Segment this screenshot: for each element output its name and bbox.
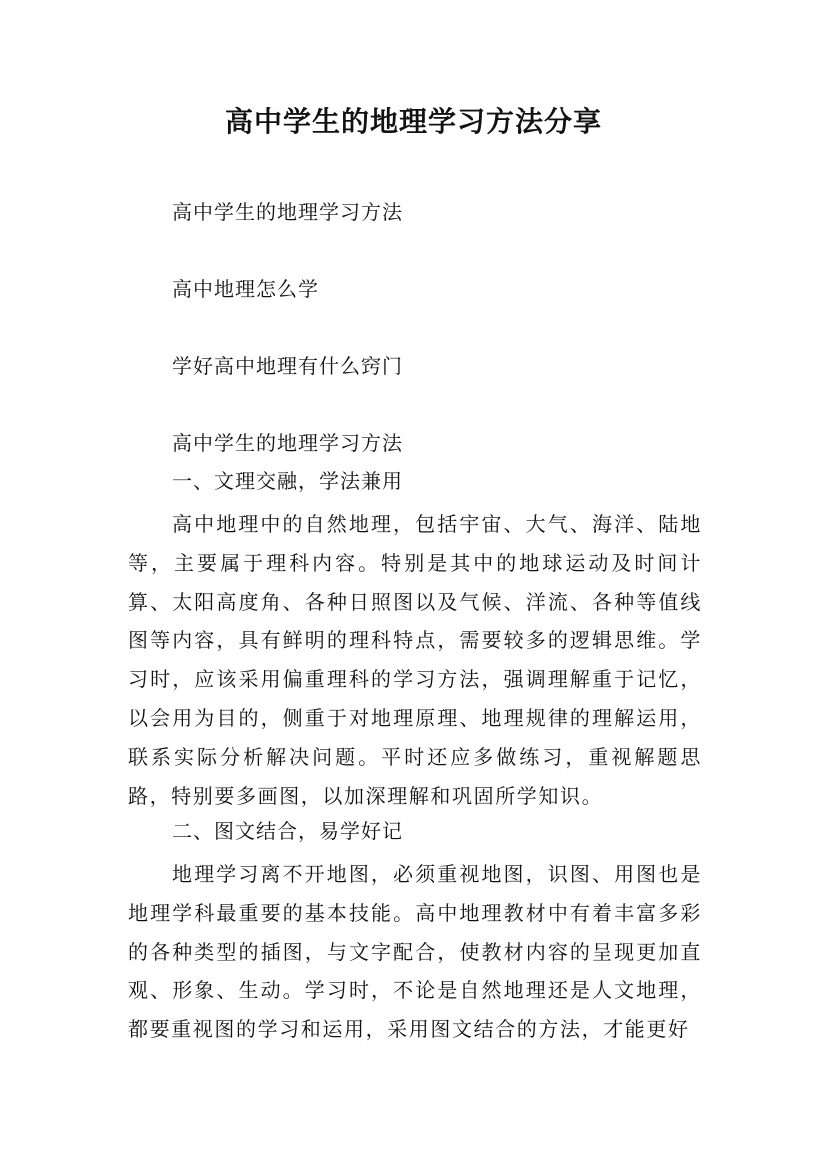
toc-item-4: 高中学生的地理学习方法 (172, 431, 403, 455)
section-heading-1: 一、文理交融，学法兼用 (172, 469, 403, 493)
section-paragraph-1: 高中地理中的自然地理，包括宇宙、大气、海洋、陆地等，主要属于理科内容。特别是其中的地球运动及时间计算、太阳高度角、各种日照图以及气候、洋流、各种等值线图等内容，具有鲜明的理科特点，需要较多的逻辑思维。学习时，应该采用偏重理科的学习方法，强调理解重于记忆，以会用为目的，侧重于对地理原理、地理规律的理解运用，联系实际分析解决问题。平时还应多做练习，重视解题思路，特别要多画图，以加深理解和巩固所学知识。 (128, 512, 702, 808)
section-heading-2: 二、图文结合，易学好记 (172, 819, 403, 843)
toc-item-3: 学好高中地理有什么窍门 (172, 354, 403, 378)
document-title: 高中学生的地理学习方法分享 (224, 105, 602, 138)
section-paragraph-2: 地理学习离不开地图，必须重视地图，识图、用图也是地理学科最重要的基本技能。高中地理教材中有着丰富多彩的各种类型的插图，与文字配合，使教材内容的呈现更加直观、形象、生动。学习时，不论是自然地理还是人文地理，都要重视图的学习和运用，采用图文结合的方法，才能更好 (128, 862, 702, 1042)
toc-item-1: 高中学生的地理学习方法 (172, 200, 403, 224)
toc-item-2: 高中地理怎么学 (172, 277, 319, 301)
